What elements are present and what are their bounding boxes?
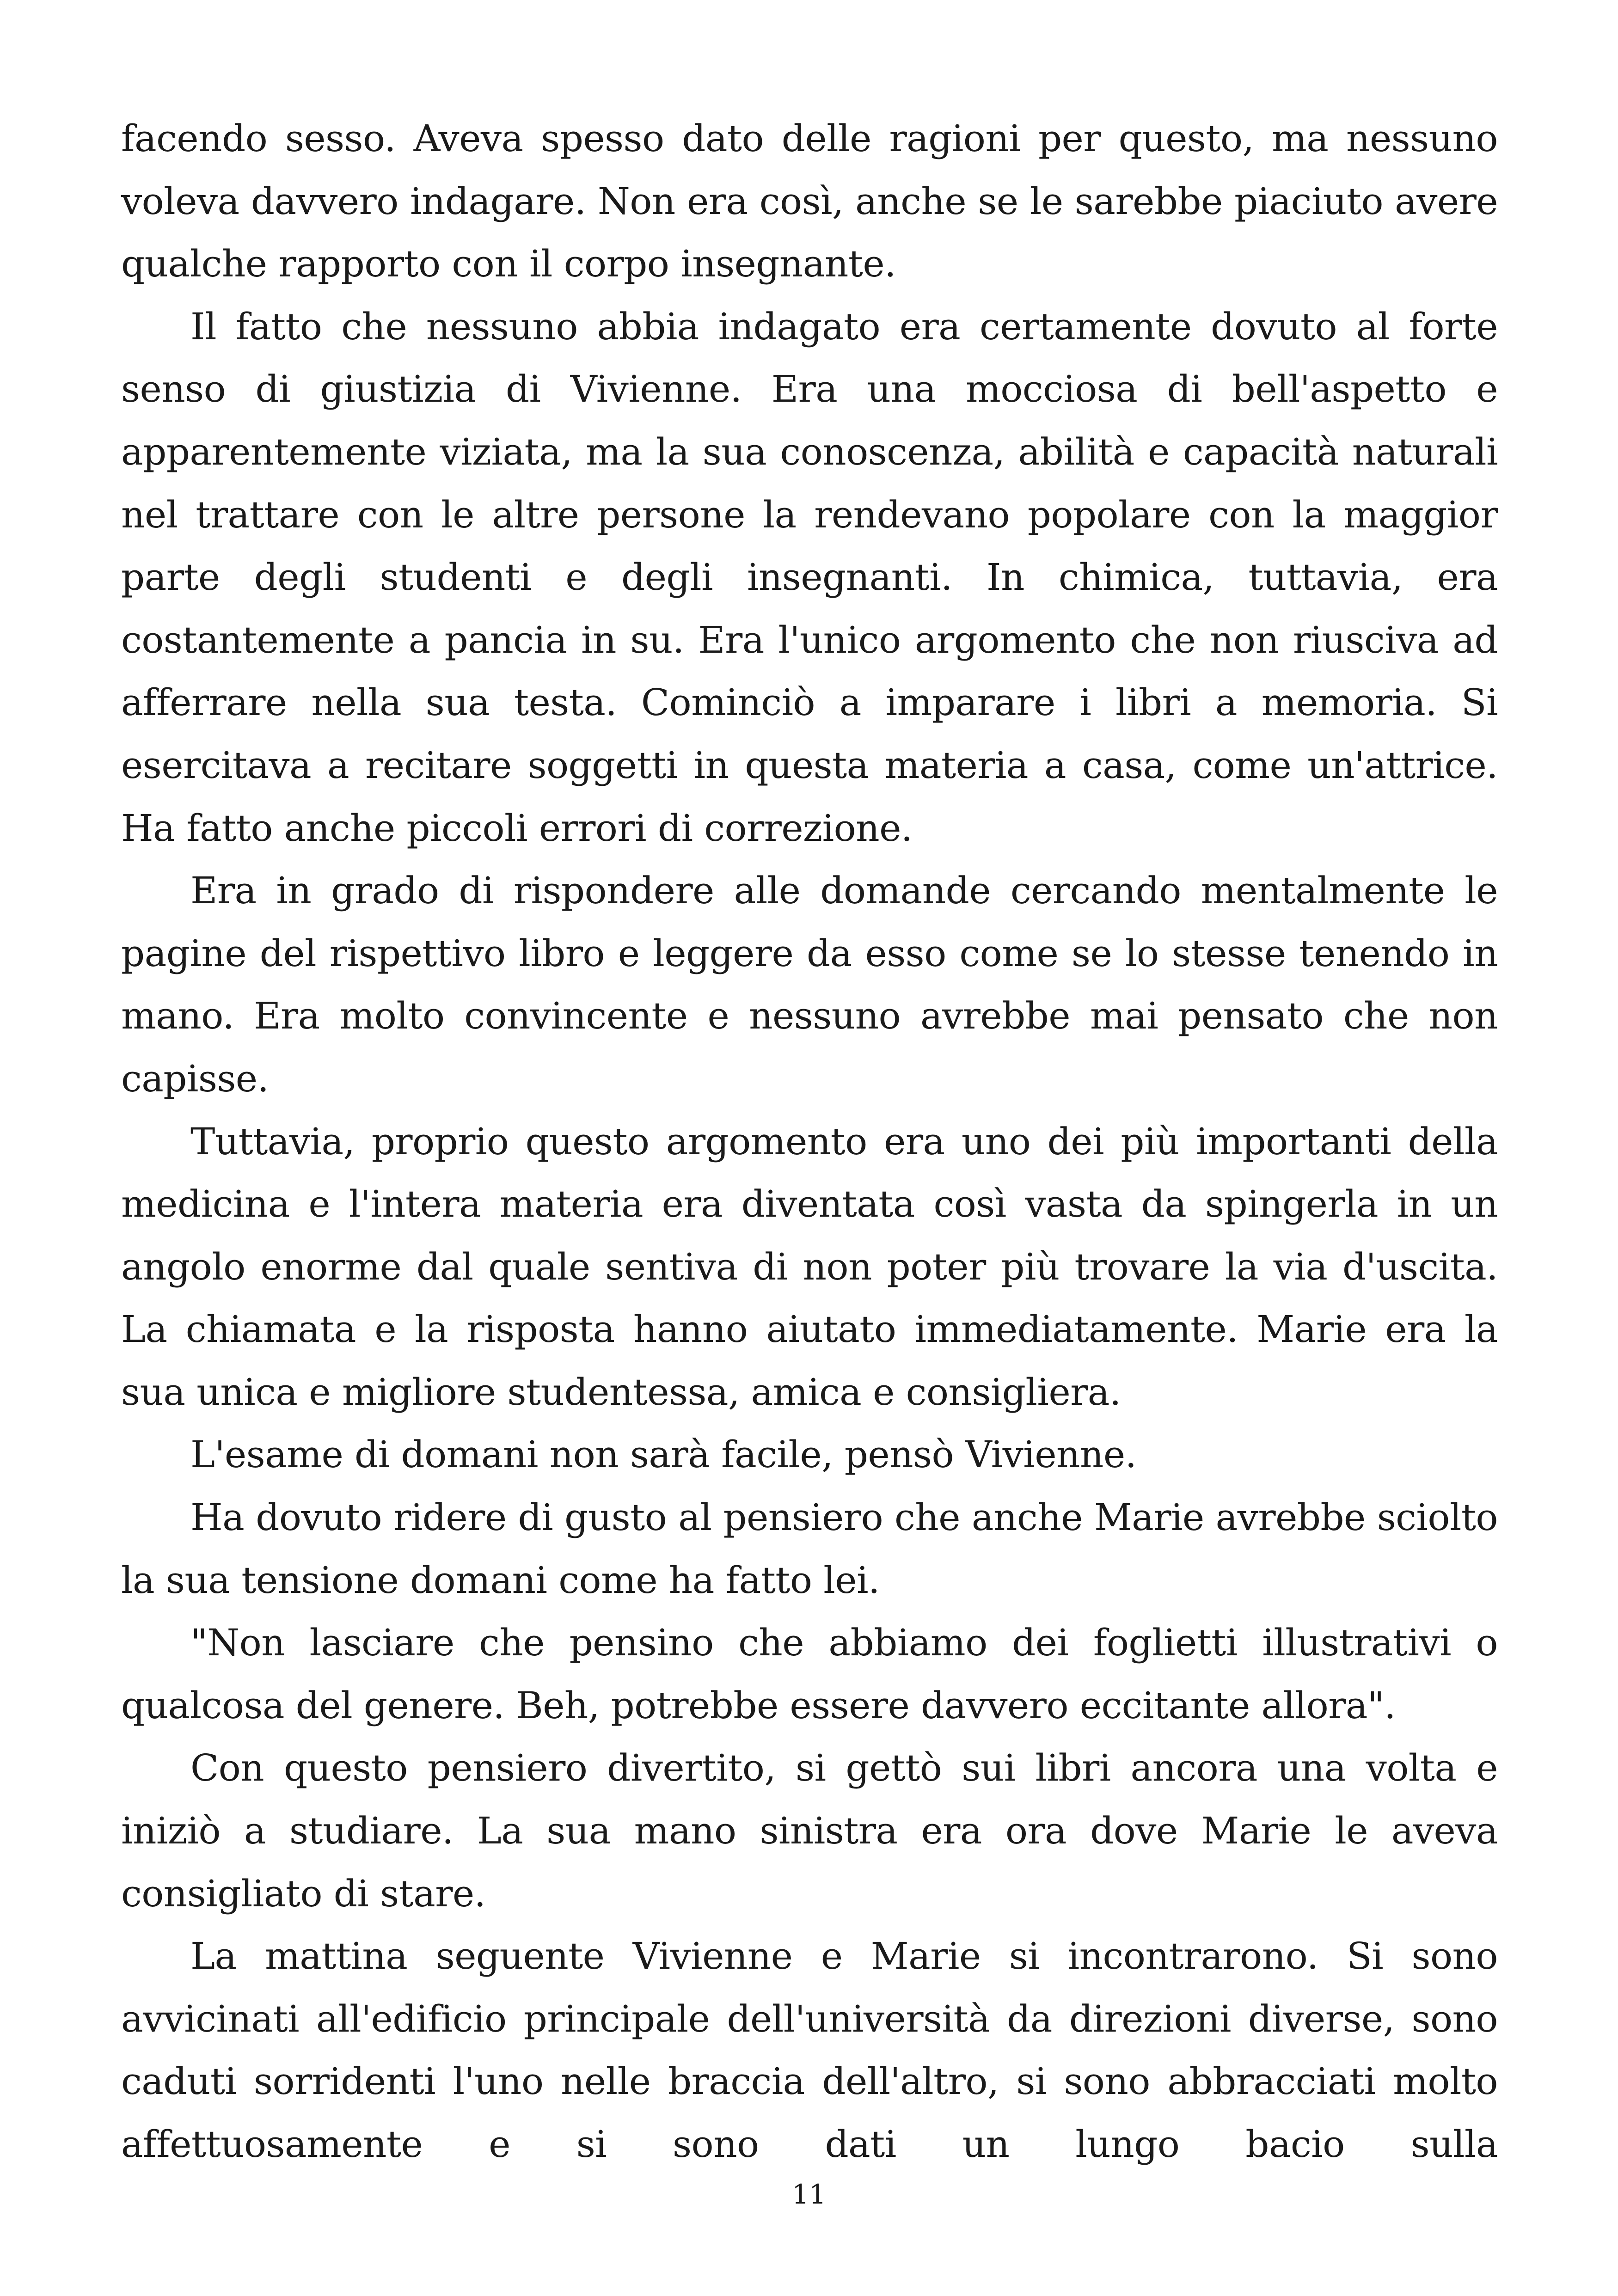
paragraph-7: "Non lasciare che pensino che abbiamo dei foglietti illustrativi o qualcosa del genere. Beh, potrebbe essere davvero eccitante allora". — [121, 1621, 1498, 1727]
paragraph-9: La mattina seguente Vivienne e Marie si incontrarono. Si sono avvicinati all'edificio principale dell'università da direzioni diverse, sono caduti sorridenti l'uno nelle braccia dell'altro, si sono abbracciati molto affettuosamente e si sono dati un lungo bacio sulla — [121, 1935, 1498, 2166]
paragraph-8: Con questo pensiero divertito, si gettò sui libri ancora una volta e iniziò a studiare. La sua mano sinistra era ora dove Marie le aveva consigliato di stare. — [121, 1746, 1498, 1915]
paragraph-2: Il fatto che nessuno abbia indagato era certamente dovuto al forte senso di giustizia di Vivienne. Era una mocciosa di bell'aspetto e apparentemente viziata, ma la sua conoscenza, abilità e capacità naturali nel trattare con le altre persone la rendevano popolare con la maggior parte degli studenti e degli insegnanti. In chimica, tuttavia, era costantemente a pancia in su. Era l'unico argomento che non riusciva ad afferrare nella sua testa. Cominciò a imparare i libri a memoria. Si esercitava a recitare soggetti in questa materia a casa, come un'attrice. Ha fatto anche piccoli errori di correzione. — [121, 305, 1498, 850]
paragraph-4: Tuttavia, proprio questo argomento era uno dei più importanti della medicina e l'intera materia era diventata così vasta da spingerla in un angolo enorme dal quale sentiva di non poter più trovare la via d'uscita. La chiamata e la risposta hanno aiutato immediatamente. Marie era la sua unica e migliore studentessa, amica e consigliera. — [121, 1120, 1498, 1414]
paragraph-1: facendo sesso. Aveva spesso dato delle ragioni per questo, ma nessuno voleva davvero indagare. Non era così, anche se le sarebbe piaciuto avere qualche rapporto con il corpo insegnante. — [121, 117, 1498, 286]
page-number: 11 — [792, 2179, 826, 2210]
paragraph-5: L'esame di domani non sarà facile, pensò Vivienne. — [190, 1433, 1137, 1476]
paragraph-3: Era in grado di rispondere alle domande cercando mentalmente le pagine del rispettivo libro e leggere da esso come se lo stesse tenendo in mano. Era molto convincente e nessuno avrebbe mai pensato che non capisse. — [121, 869, 1498, 1100]
paragraph-6: Ha dovuto ridere di gusto al pensiero che anche Marie avrebbe sciolto la sua tensione domani come ha fatto lei. — [121, 1496, 1498, 1602]
page-body — [121, 107, 1498, 2176]
